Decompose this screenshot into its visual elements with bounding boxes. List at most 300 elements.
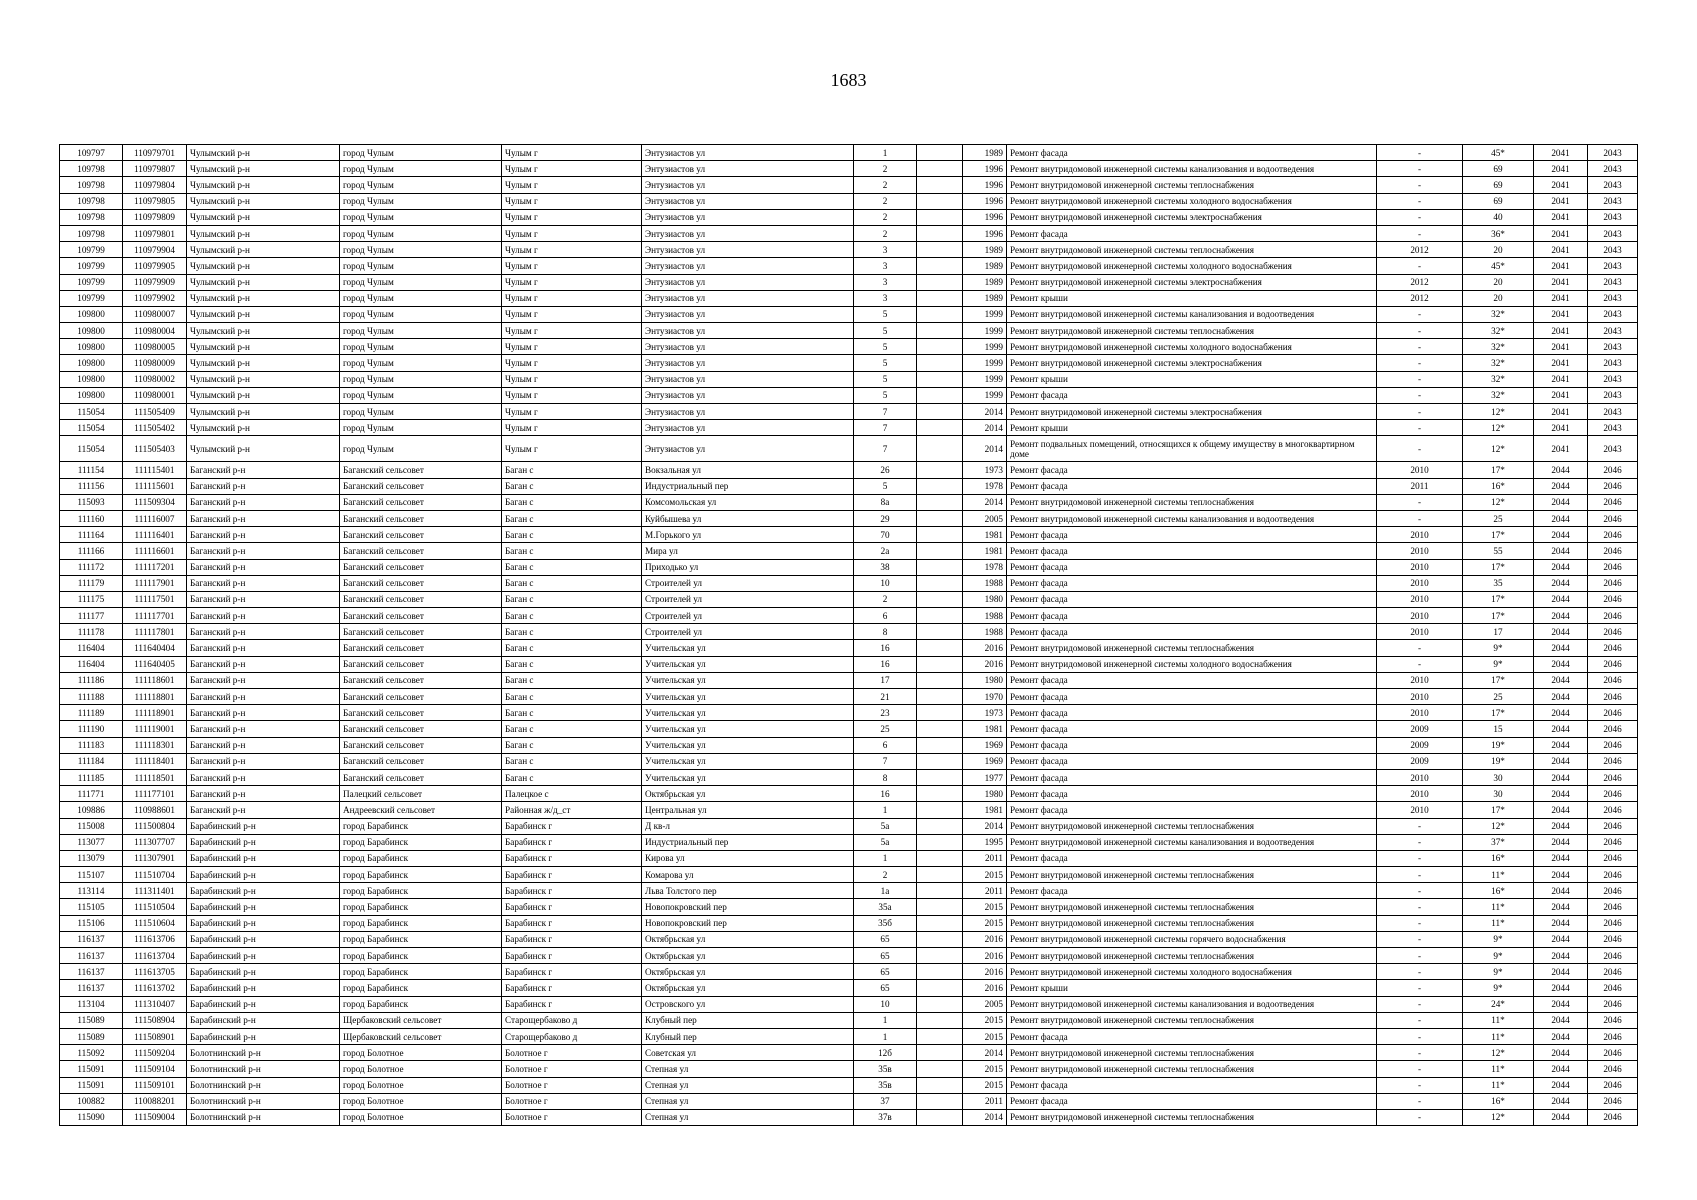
cell-work: Ремонт фасада [1007,802,1377,818]
cell-code: 110988601 [123,802,187,818]
cell-plan-from: 2044 [1534,608,1588,624]
cell-settlement: город Чулым [340,274,502,290]
cell-year: 2015 [963,915,1007,931]
cell-cost: 40 [1463,209,1534,225]
table-row [60,274,1638,290]
cell-locality: Баган с [502,527,642,543]
cell-district: Баганский р-н [187,624,340,640]
cell-locality: Чулым г [502,420,642,436]
cell-id: 111177 [60,608,123,624]
table-row [60,510,1638,526]
cell-work: Ремонт внутридомовой инженерной системы теплоснабжения [1007,494,1377,510]
cell-id: 115089 [60,1028,123,1044]
cell-plan-from: 2041 [1534,420,1588,436]
cell-house: 2 [854,193,917,209]
cell-district: Барабинский р-н [187,834,340,850]
cell-house: 37в [854,1109,917,1125]
table-row [60,705,1638,721]
cell-blank [917,543,963,559]
cell-year-last: 2009 [1377,721,1463,737]
cell-house: 35б [854,915,917,931]
cell-plan-from: 2044 [1534,462,1588,478]
cell-work: Ремонт фасада [1007,721,1377,737]
cell-plan-from: 2044 [1534,1093,1588,1109]
cell-id: 116137 [60,964,123,980]
cell-plan-from: 2041 [1534,306,1588,322]
cell-plan-to: 2046 [1588,915,1638,931]
cell-locality: Баган с [502,689,642,705]
cell-work: Ремонт внутридомовой инженерной системы холодного водоснабжения [1007,258,1377,274]
cell-plan-to: 2046 [1588,1061,1638,1077]
cell-plan-to: 2046 [1588,834,1638,850]
cell-work: Ремонт внутридомовой инженерной системы холодного водоснабжения [1007,339,1377,355]
cell-cost: 9* [1463,948,1534,964]
cell-id: 115092 [60,1045,123,1061]
cell-plan-from: 2044 [1534,1045,1588,1061]
cell-code: 110980002 [123,371,187,387]
cell-blank [917,931,963,947]
cell-plan-from: 2044 [1534,640,1588,656]
cell-house: 17 [854,672,917,688]
table-row [60,462,1638,478]
cell-plan-from: 2044 [1534,737,1588,753]
cell-district: Барабинский р-н [187,964,340,980]
cell-blank [917,737,963,753]
table-row [60,355,1638,371]
cell-district: Болотнинский р-н [187,1093,340,1109]
cell-house: 16 [854,640,917,656]
cell-year: 2011 [963,850,1007,866]
cell-year-last: 2010 [1377,559,1463,575]
cell-district: Болотнинский р-н [187,1045,340,1061]
cell-settlement: город Барабинск [340,883,502,899]
cell-blank [917,996,963,1012]
cell-id: 109798 [60,225,123,241]
cell-code: 111117701 [123,608,187,624]
table-row [60,323,1638,339]
cell-year-last: 2011 [1377,478,1463,494]
cell-cost: 69 [1463,177,1534,193]
cell-code: 111509304 [123,494,187,510]
cell-id: 109798 [60,193,123,209]
table-row [60,1028,1638,1044]
cell-plan-from: 2044 [1534,996,1588,1012]
cell-plan-from: 2041 [1534,145,1588,161]
cell-blank [917,339,963,355]
cell-year: 1999 [963,355,1007,371]
cell-blank [917,290,963,306]
cell-locality: Чулым г [502,290,642,306]
cell-plan-from: 2044 [1534,1028,1588,1044]
cell-cost: 11* [1463,1061,1534,1077]
cell-work: Ремонт фасада [1007,591,1377,607]
cell-cost: 12* [1463,494,1534,510]
cell-cost: 9* [1463,656,1534,672]
cell-locality: Баган с [502,462,642,478]
cell-year: 1973 [963,462,1007,478]
cell-cost: 17* [1463,802,1534,818]
cell-blank [917,371,963,387]
table-row [60,689,1638,705]
table-row [60,818,1638,834]
cell-blank [917,591,963,607]
cell-locality: Чулым г [502,177,642,193]
cell-year-last: - [1377,306,1463,322]
cell-district: Баганский р-н [187,527,340,543]
cell-settlement: Баганский сельсовет [340,543,502,559]
cell-street: Строителей ул [642,624,854,640]
cell-house: 5 [854,306,917,322]
table-row [60,786,1638,802]
cell-code: 110979801 [123,225,187,241]
cell-plan-from: 2044 [1534,769,1588,785]
cell-code: 111116401 [123,527,187,543]
cell-work: Ремонт крыши [1007,980,1377,996]
cell-house: 8а [854,494,917,510]
cell-locality: Болотное г [502,1077,642,1093]
cell-plan-to: 2043 [1588,306,1638,322]
cell-district: Чулымский р-н [187,436,340,462]
cell-locality: Барабинск г [502,818,642,834]
cell-blank [917,510,963,526]
cell-blank [917,980,963,996]
cell-blank [917,177,963,193]
cell-id: 109800 [60,371,123,387]
cell-code: 111311401 [123,883,187,899]
cell-street: Октябрьская ул [642,980,854,996]
cell-blank [917,915,963,931]
cell-code: 111118501 [123,769,187,785]
cell-work: Ремонт фасада [1007,705,1377,721]
cell-blank [917,850,963,866]
cell-id: 111160 [60,510,123,526]
cell-work: Ремонт внутридомовой инженерной системы теплоснабжения [1007,818,1377,834]
cell-code: 110979809 [123,209,187,225]
cell-blank [917,948,963,964]
cell-year: 2014 [963,1045,1007,1061]
cell-plan-from: 2044 [1534,883,1588,899]
cell-blank [917,867,963,883]
cell-district: Барабинский р-н [187,867,340,883]
cell-work: Ремонт внутридомовой инженерной системы холодного водоснабжения [1007,964,1377,980]
cell-id: 111190 [60,721,123,737]
cell-code: 110979909 [123,274,187,290]
cell-work: Ремонт внутридомовой инженерной системы теплоснабжения [1007,640,1377,656]
table-row [60,478,1638,494]
cell-cost: 12* [1463,436,1534,462]
cell-year-last: - [1377,1077,1463,1093]
table-row [60,258,1638,274]
table-row [60,640,1638,656]
cell-house: 1 [854,145,917,161]
cell-settlement: город Чулым [340,306,502,322]
cell-settlement: город Чулым [340,145,502,161]
cell-street: Энтузиастов ул [642,209,854,225]
cell-house: 3 [854,242,917,258]
cell-plan-to: 2046 [1588,850,1638,866]
cell-year-last: 2010 [1377,527,1463,543]
cell-house: 3 [854,274,917,290]
cell-code: 111509104 [123,1061,187,1077]
cell-cost: 17* [1463,705,1534,721]
cell-locality: Баган с [502,510,642,526]
cell-street: Новопокровский пер [642,915,854,931]
cell-plan-to: 2046 [1588,737,1638,753]
cell-id: 111178 [60,624,123,640]
cell-work: Ремонт внутридомовой инженерной системы канализования и водоотведения [1007,306,1377,322]
cell-plan-from: 2044 [1534,575,1588,591]
cell-year: 1996 [963,161,1007,177]
cell-locality: Чулым г [502,242,642,258]
table-row [60,290,1638,306]
cell-settlement: Баганский сельсовет [340,689,502,705]
cell-year: 1989 [963,145,1007,161]
cell-id: 111186 [60,672,123,688]
cell-work: Ремонт внутридомовой инженерной системы теплоснабжения [1007,1061,1377,1077]
cell-cost: 16* [1463,478,1534,494]
cell-house: 35а [854,899,917,915]
cell-locality: Чулым г [502,436,642,462]
cell-cost: 32* [1463,323,1534,339]
cell-year: 1980 [963,786,1007,802]
cell-street: Энтузиастов ул [642,225,854,241]
cell-plan-to: 2043 [1588,371,1638,387]
table-row [60,436,1638,462]
cell-district: Чулымский р-н [187,225,340,241]
cell-cost: 17* [1463,672,1534,688]
cell-settlement: город Чулым [340,209,502,225]
cell-work: Ремонт внутридомовой инженерной системы электроснабжения [1007,355,1377,371]
cell-id: 111771 [60,786,123,802]
cell-house: 10 [854,575,917,591]
cell-id: 115107 [60,867,123,883]
cell-blank [917,769,963,785]
cell-work: Ремонт внутридомовой инженерной системы холодного водоснабжения [1007,656,1377,672]
cell-street: М.Горького ул [642,527,854,543]
cell-plan-from: 2044 [1534,850,1588,866]
table-row [60,996,1638,1012]
cell-cost: 20 [1463,242,1534,258]
cell-blank [917,1045,963,1061]
cell-locality: Баган с [502,478,642,494]
table-row [60,834,1638,850]
cell-locality: Барабинск г [502,915,642,931]
cell-code: 111117201 [123,559,187,575]
cell-code: 111115401 [123,462,187,478]
cell-street: Энтузиастов ул [642,355,854,371]
cell-year-last: 2010 [1377,672,1463,688]
cell-work: Ремонт фасада [1007,624,1377,640]
cell-id: 109800 [60,339,123,355]
cell-locality: Барабинск г [502,899,642,915]
cell-code: 110979804 [123,177,187,193]
cell-year-last: - [1377,996,1463,1012]
cell-street: Индустриальный пер [642,478,854,494]
cell-cost: 17* [1463,608,1534,624]
cell-street: Льва Толстого пер [642,883,854,899]
cell-district: Чулымский р-н [187,306,340,322]
cell-house: 37 [854,1093,917,1109]
cell-year: 1969 [963,753,1007,769]
cell-plan-from: 2041 [1534,404,1588,420]
cell-settlement: Баганский сельсовет [340,721,502,737]
cell-year-last: 2010 [1377,689,1463,705]
cell-blank [917,818,963,834]
cell-id: 109798 [60,209,123,225]
table-row [60,769,1638,785]
cell-blank [917,242,963,258]
cell-plan-from: 2044 [1534,510,1588,526]
cell-street: Центральная ул [642,802,854,818]
cell-year: 1999 [963,323,1007,339]
cell-house: 16 [854,656,917,672]
cell-house: 2 [854,867,917,883]
cell-plan-from: 2044 [1534,1012,1588,1028]
cell-street: Учительская ул [642,656,854,672]
cell-plan-from: 2044 [1534,624,1588,640]
cell-id: 113104 [60,996,123,1012]
cell-settlement: Баганский сельсовет [340,462,502,478]
cell-locality: Болотное г [502,1093,642,1109]
cell-street: Учительская ул [642,769,854,785]
cell-blank [917,462,963,478]
cell-code: 111510504 [123,899,187,915]
cell-year-last: 2012 [1377,274,1463,290]
cell-plan-from: 2044 [1534,802,1588,818]
cell-locality: Чулым г [502,258,642,274]
cell-code: 111640405 [123,656,187,672]
cell-work: Ремонт внутридомовой инженерной системы канализования и водоотведения [1007,996,1377,1012]
cell-district: Барабинский р-н [187,931,340,947]
table-row [60,494,1638,510]
cell-year: 1978 [963,478,1007,494]
cell-plan-from: 2041 [1534,339,1588,355]
cell-work: Ремонт внутридомовой инженерной системы теплоснабжения [1007,948,1377,964]
cell-code: 110979805 [123,193,187,209]
cell-code: 111640404 [123,640,187,656]
cell-street: Клубный пер [642,1012,854,1028]
cell-year: 1989 [963,290,1007,306]
cell-work: Ремонт крыши [1007,371,1377,387]
cell-locality: Барабинск г [502,948,642,964]
cell-house: 7 [854,404,917,420]
cell-house: 2 [854,591,917,607]
cell-street: Учительская ул [642,689,854,705]
cell-street: Приходько ул [642,559,854,575]
cell-street: Строителей ул [642,575,854,591]
cell-plan-from: 2041 [1534,209,1588,225]
cell-district: Баганский р-н [187,672,340,688]
cell-cost: 9* [1463,931,1534,947]
cell-year: 2016 [963,656,1007,672]
cell-street: Мира ул [642,543,854,559]
cell-year-last: - [1377,883,1463,899]
cell-locality: Барабинск г [502,996,642,1012]
cell-house: 65 [854,948,917,964]
cell-street: Куйбышева ул [642,510,854,526]
cell-year: 2016 [963,640,1007,656]
cell-work: Ремонт внутридомовой инженерной системы холодного водоснабжения [1007,193,1377,209]
cell-work: Ремонт фасада [1007,527,1377,543]
cell-year-last: 2010 [1377,786,1463,802]
cell-code: 110980001 [123,387,187,403]
cell-settlement: Баганский сельсовет [340,737,502,753]
cell-locality: Старощербаково д [502,1028,642,1044]
cell-blank [917,786,963,802]
cell-work: Ремонт фасада [1007,462,1377,478]
cell-house: 65 [854,931,917,947]
cell-settlement: город Барабинск [340,850,502,866]
cell-code: 110980009 [123,355,187,371]
cell-plan-from: 2044 [1534,834,1588,850]
cell-id: 111156 [60,478,123,494]
cell-year: 1977 [963,769,1007,785]
cell-code: 111613705 [123,964,187,980]
cell-street: Энтузиастов ул [642,436,854,462]
cell-settlement: город Чулым [340,404,502,420]
table-row [60,980,1638,996]
cell-settlement: Баганский сельсовет [340,494,502,510]
cell-settlement: Баганский сельсовет [340,608,502,624]
cell-house: 5 [854,478,917,494]
cell-blank [917,834,963,850]
cell-settlement: Баганский сельсовет [340,591,502,607]
cell-plan-to: 2046 [1588,462,1638,478]
cell-code: 111177101 [123,786,187,802]
cell-house: 5 [854,371,917,387]
table-row [60,306,1638,322]
table-row [60,543,1638,559]
cell-year-last: - [1377,510,1463,526]
cell-district: Баганский р-н [187,705,340,721]
cell-blank [917,323,963,339]
cell-settlement: Баганский сельсовет [340,753,502,769]
cell-house: 5а [854,818,917,834]
cell-year-last: - [1377,1061,1463,1077]
cell-settlement: город Чулым [340,387,502,403]
cell-year-last: 2012 [1377,290,1463,306]
cell-year-last: 2010 [1377,462,1463,478]
cell-settlement: город Чулым [340,355,502,371]
cell-street: Энтузиастов ул [642,193,854,209]
cell-year-last: - [1377,323,1463,339]
table-row [60,177,1638,193]
cell-year: 2005 [963,996,1007,1012]
cell-street: Новопокровский пер [642,899,854,915]
cell-cost: 12* [1463,1045,1534,1061]
cell-locality: Баган с [502,591,642,607]
cell-work: Ремонт внутридомовой инженерной системы канализования и водоотведения [1007,510,1377,526]
cell-code: 110980004 [123,323,187,339]
table-row [60,209,1638,225]
cell-work: Ремонт внутридомовой инженерной системы канализования и водоотведения [1007,834,1377,850]
cell-cost: 32* [1463,387,1534,403]
cell-house: 1а [854,883,917,899]
cell-id: 115054 [60,420,123,436]
cell-code: 111505403 [123,436,187,462]
cell-locality: Баган с [502,608,642,624]
cell-id: 115093 [60,494,123,510]
cell-plan-from: 2044 [1534,948,1588,964]
cell-cost: 16* [1463,883,1534,899]
cell-plan-to: 2043 [1588,225,1638,241]
cell-locality: Баган с [502,705,642,721]
cell-settlement: Баганский сельсовет [340,559,502,575]
cell-cost: 25 [1463,689,1534,705]
cell-street: Октябрьская ул [642,786,854,802]
cell-plan-to: 2043 [1588,339,1638,355]
cell-plan-to: 2046 [1588,721,1638,737]
